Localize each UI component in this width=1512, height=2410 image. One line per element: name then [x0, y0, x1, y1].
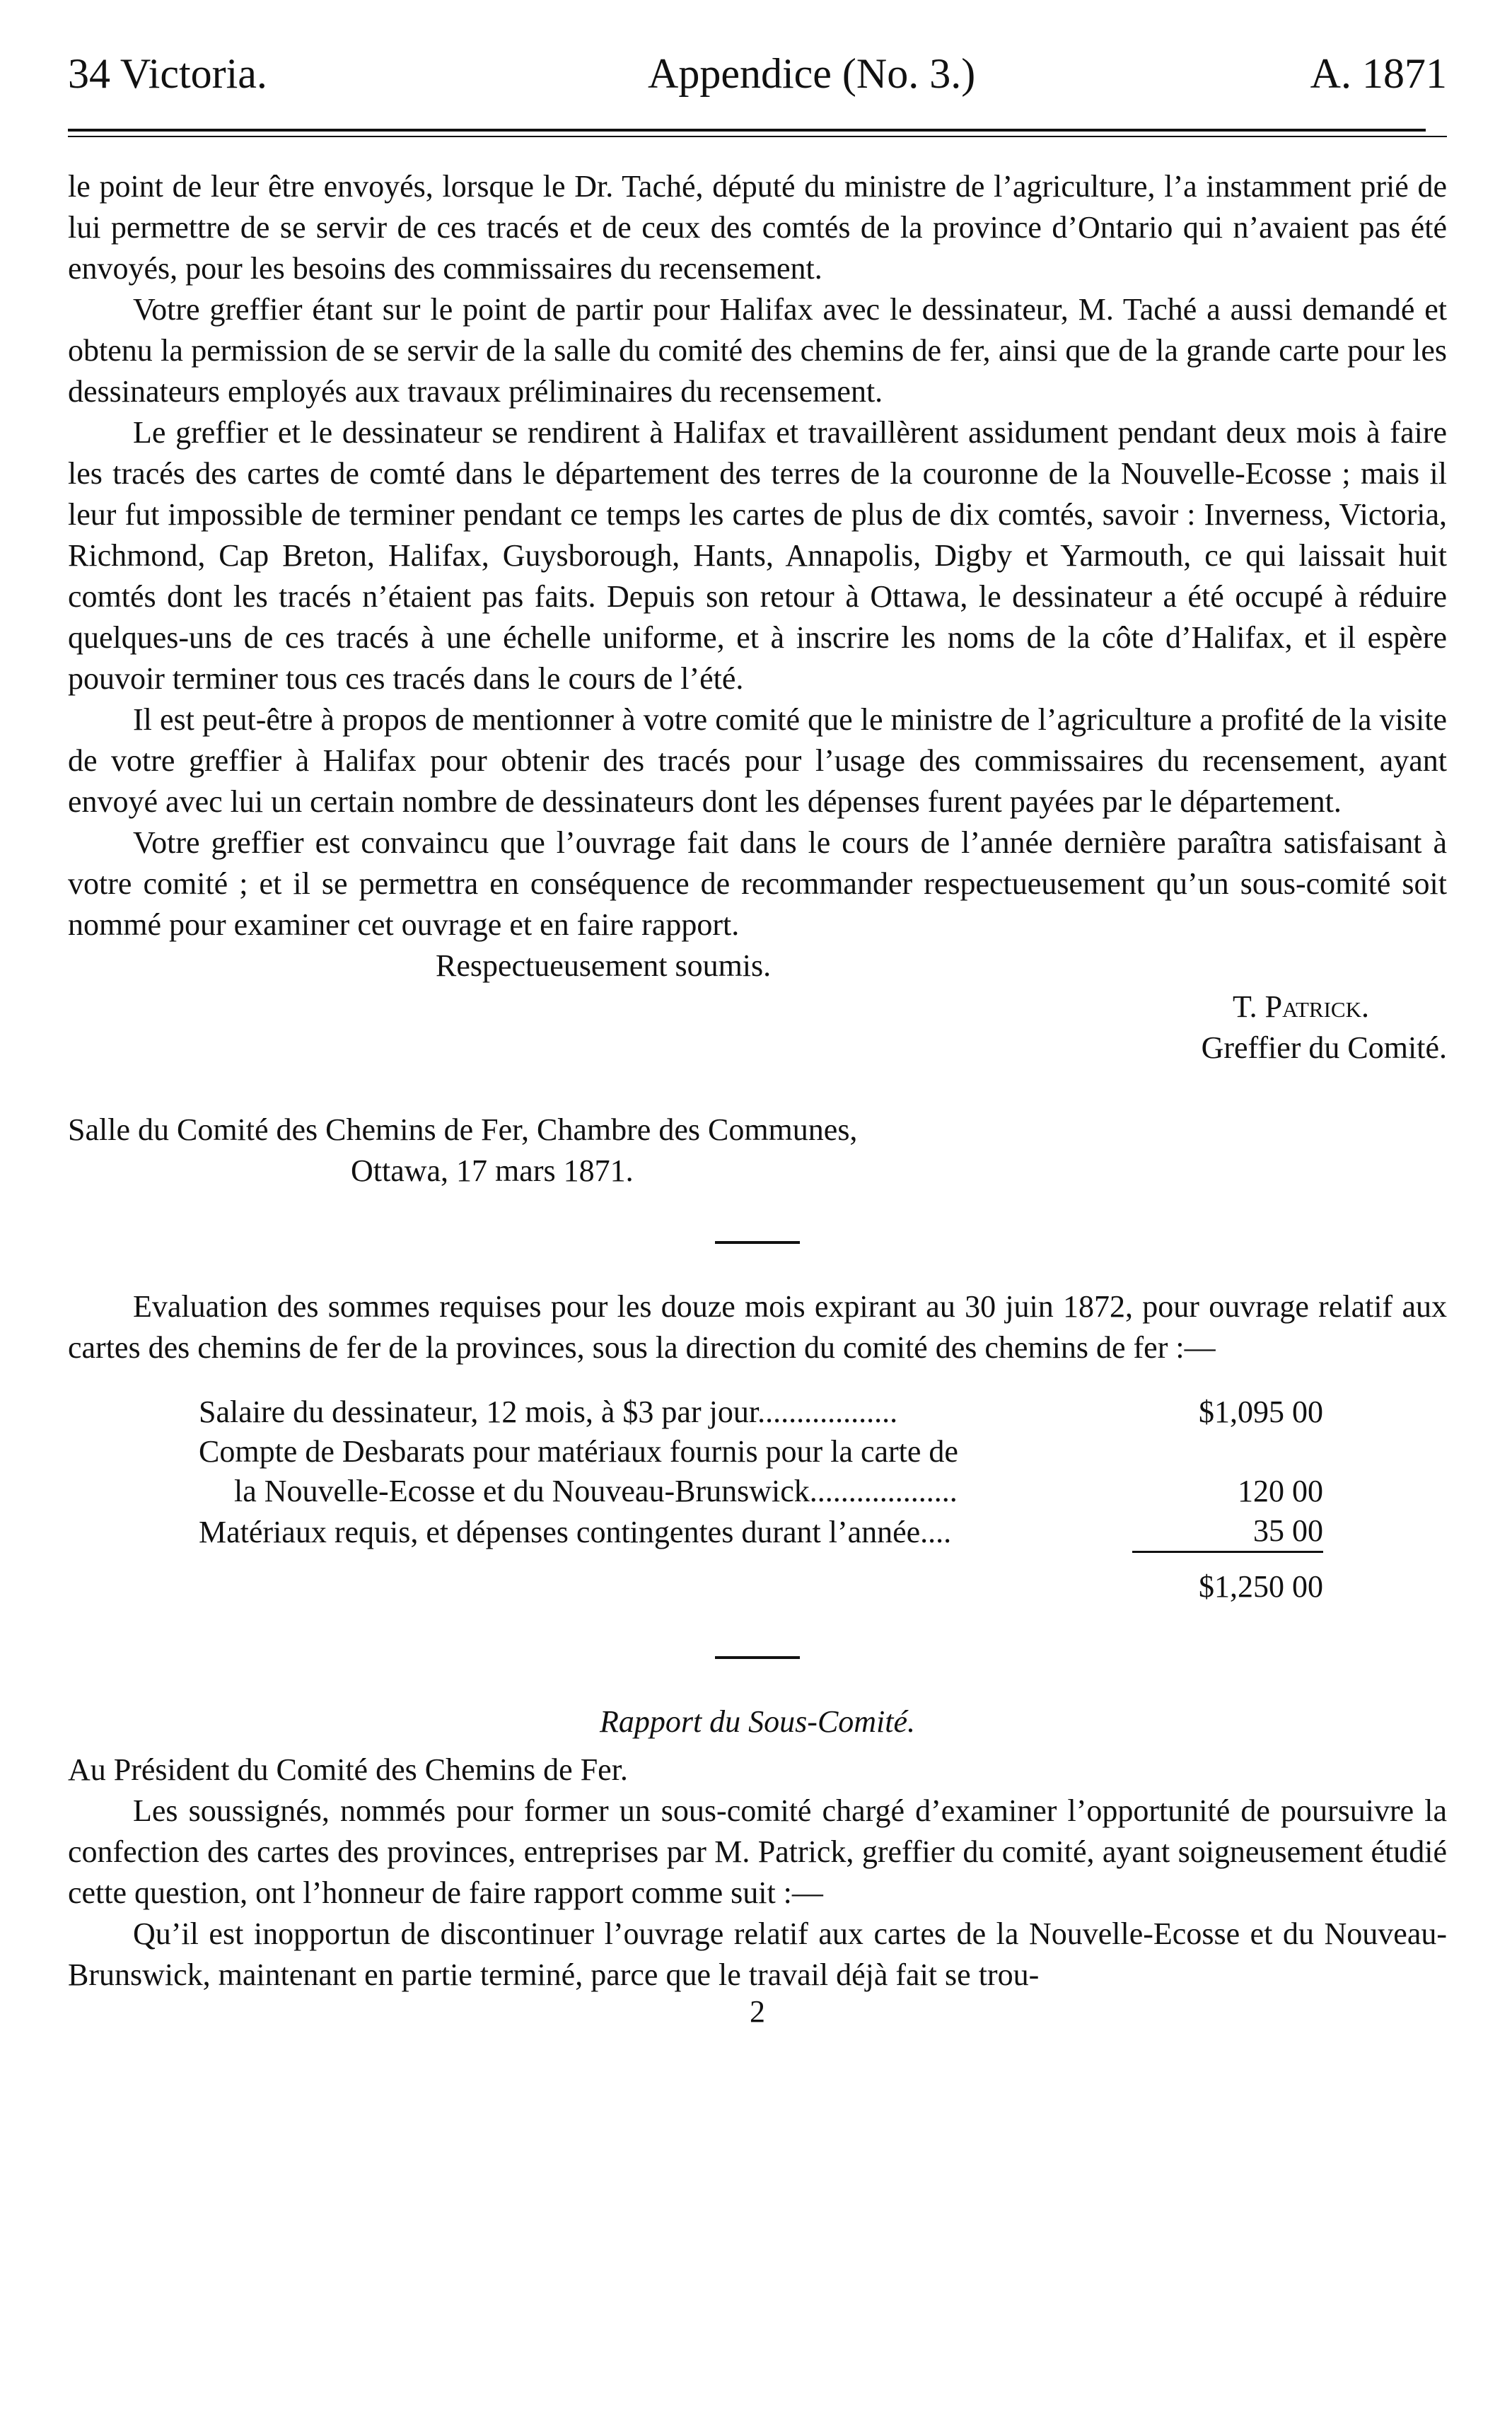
- page-body: [68, 166, 1447, 2032]
- running-header: [68, 50, 1447, 106]
- cost-description: Matériaux requis, et dépenses contingentes durant l’année....: [199, 1514, 952, 1549]
- paragraph: Les soussignés, nommés pour former un sous-comité chargé d’examiner l’opportunité de poursuivre la confection des cartes des provinces, entreprises par M. Patrick, greffier du comité, ayant soigneusement étudié cette question, ont l’honneur de faire rapport comme suit :—: [68, 1793, 1447, 1910]
- total-spacer: [199, 1552, 1132, 1607]
- place-line: Salle du Comité des Chemins de Fer, Chambre des Communes,: [68, 1112, 858, 1147]
- cost-description: Salaire du dessinateur, 12 mois, à $3 par jour..................: [199, 1395, 898, 1429]
- section-separator: [715, 1656, 800, 1659]
- page-number: 2: [750, 1994, 765, 2029]
- paragraph: Il est peut-être à propos de mentionner à votre comité que le ministre de l’agriculture a profité de la visite de votre greffier à Halifax pour obtenir des tracés pour l’usage des commissaires du recensement, ayant envoyé avec lui un certain nombre de dessinateurs dont les dépenses furent payées par le département.: [68, 702, 1447, 819]
- section-separator: [715, 1241, 800, 1244]
- address-line: Au Président du Comité des Chemins de Fer.: [68, 1752, 628, 1787]
- cost-amount: $1,095 00: [1199, 1395, 1323, 1429]
- table-row: [199, 1472, 1323, 1511]
- cost-amount: 120 00: [1238, 1474, 1323, 1508]
- place-date: [68, 1110, 1447, 1192]
- paragraph: le point de leur être envoyés, lorsque le Dr. Taché, député du ministre de l’agriculture, l’a instamment prié de lui permettre de se servir de ces tracés et de ceux des comtés de la province d’Ontario qui n’avaient pas été envoyés, pour les besoins des commissaires du recensement.: [68, 169, 1447, 286]
- table-row: [199, 1432, 1323, 1472]
- signature-title: Greffier du Comité.: [1201, 1030, 1447, 1065]
- paragraph: Le greffier et le dessinateur se rendirent à Halifax et travaillèrent assidument pendant deux mois à faire les tracés des cartes de comté dans le département des terres de la couronne de la Nouvelle-Ecosse ; mais il leur fut impossible de terminer pendant ce temps les cartes de plus de dix comtés, savoir : Inverness, Victoria, Richmond, Cap Breton, Halifax, Guysborough, Hants, Annapolis, Digby et Yarmouth, ce qui laissait huit comtés dont les tracés n’étaient pas faits. Depuis son retour à Ottawa, le dessinateur a été occupé à réduire quelques-uns de ces tracés à une échelle uniforme, et à inscrire les noms de la côte d’Halifax, et il espère pouvoir terminer tous ces tracés dans le cours de l’été.: [68, 415, 1447, 696]
- header-appendix: Appendice (No. 3.): [648, 50, 976, 97]
- closing-line: Respectueusement soumis.: [436, 948, 772, 983]
- cost-description: la Nouvelle-Ecosse et du Nouveau-Brunswick...................: [234, 1474, 958, 1508]
- document-page: [68, 50, 1447, 2029]
- paragraph: Votre greffier est convaincu que l’ouvrage fait dans le cours de l’année dernière paraîtra satisfaisant à votre comité ; et il se permettra en conséquence de recommander respectueusement qu’un sous-comité soit nommé pour examiner cet ouvrage et en faire rapport.: [68, 825, 1447, 942]
- subcommittee-title: Rapport du Sous-Comité.: [599, 1704, 916, 1739]
- cost-description: Compte de Desbarats pour matériaux fournis pour la carte de: [199, 1434, 958, 1469]
- total-amount: $1,250 00: [1132, 1552, 1323, 1607]
- header-rule-thin: [68, 136, 1447, 137]
- cost-amount: [1132, 1432, 1323, 1472]
- paragraph: Qu’il est inopportun de discontinuer l’ouvrage relatif aux cartes de la Nouvelle-Ecosse et du Nouveau-Brunswick, maintenant en partie terminé, parce que le travail déjà fait se trou-: [68, 1916, 1447, 1992]
- table-row: [199, 1392, 1323, 1432]
- total-row: [199, 1552, 1323, 1607]
- paragraph: Votre greffier étant sur le point de partir pour Halifax avec le dessinateur, M. Taché a aussi demandé et obtenu la permission de se servir de la salle du comité des chemins de fer, ainsi que de la grande carte pour les dessinateurs employés aux travaux préliminaires du recensement.: [68, 292, 1447, 409]
- cost-table: [199, 1392, 1323, 1607]
- estimate-intro: Evaluation des sommes requises pour les douze mois expirant au 30 juin 1872, pour ouvrage relatif aux cartes des chemins de fer de la provinces, sous la direction du comité des chemins de fer :—: [68, 1289, 1447, 1365]
- header-session: 34 Victoria.: [68, 50, 267, 97]
- signature-name: T. Patrick.: [1232, 989, 1369, 1024]
- date-line: Ottawa, 17 mars 1871.: [351, 1153, 634, 1188]
- header-year: A. 1871: [1310, 50, 1447, 97]
- header-rule-thick: [68, 129, 1426, 132]
- cost-amount: 35 00: [1253, 1513, 1323, 1548]
- table-row: [199, 1511, 1323, 1552]
